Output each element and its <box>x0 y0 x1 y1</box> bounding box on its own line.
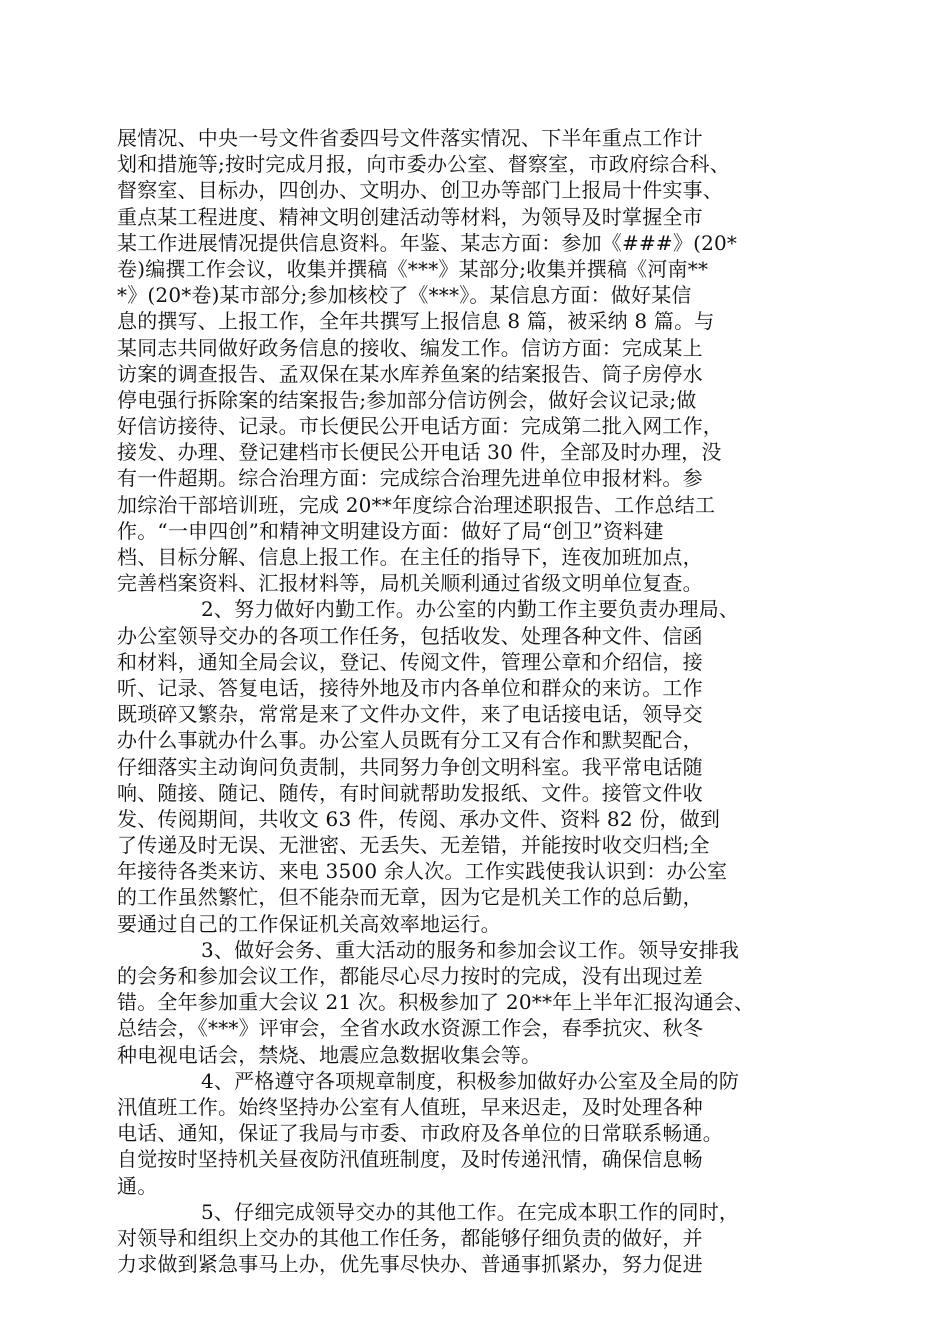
text-line: 仔细落实主动询问负责制，共同努力争创文明科室。我平常电话随 <box>117 754 703 779</box>
text-line: 完善档案资料、汇报材料等，局机关顺利通过省级文明单位复查。 <box>117 571 703 596</box>
text-line: 办什么事就办什么事。办公室人员既有分工又有合作和默契配合， <box>117 728 703 753</box>
text-line: 卷)编撰工作会议，收集并撰稿《***》某部分;收集并撰稿《河南** <box>117 256 709 281</box>
paragraph-first-line: 4、严格遵守各项规章制度，积极参加做好办公室及全局的防 <box>201 1068 740 1093</box>
paragraph-first-line: 5、仔细完成领导交办的其他工作。在完成本职工作的同时， <box>201 1199 740 1224</box>
text-line: 有一件超期。综合治理方面：完成综合治理先进单位申报材料。参 <box>117 466 703 491</box>
text-line: 划和措施等;按时完成月报，向市委办公室、督察室，市政府综合科、 <box>117 152 730 177</box>
text-line: 和材料，通知全局会议，登记、传阅文件，管理公章和介绍信，接 <box>117 649 703 674</box>
text-line: 电话、通知，保证了我局与市委、市政府及各单位的日常联系畅通。 <box>117 1121 723 1146</box>
text-line: 要通过自己的工作保证机关高效率地运行。 <box>117 911 501 936</box>
text-line: 响、随接、随记、随传，有时间就帮助发报纸、文件。接管文件收 <box>117 780 703 805</box>
text-line: 的会务和参加会议工作，都能尽心尽力按时的完成，没有出现过差 <box>117 964 703 988</box>
text-line: 错。全年参加重大会议 21 次。积极参加了 20**年上半年汇报沟通会、 <box>117 990 755 1015</box>
text-line: 力求做到紧急事马上办，优先事尽快办、普通事抓紧办，努力促进 <box>117 1252 703 1277</box>
text-line: 听、记录、答复电话，接待外地及市内各单位和群众的来访。工作 <box>117 675 703 700</box>
paragraph-first-line: 2、努力做好内勤工作。办公室的内勤工作主要负责办理局、 <box>201 597 740 622</box>
text-line: 督察室、目标办，四创办、文明办、创卫办等部门上报局十件实事、 <box>117 178 723 203</box>
text-line: 自觉按时坚持机关昼夜防汛值班制度，及时传递汛情，确保信息畅 <box>117 1147 703 1172</box>
text-line: 某同志共同做好政务信息的接收、编发工作。信访方面：完成某上 <box>117 335 703 360</box>
text-line: 加综治干部培训班，完成 20**年度综合治理述职报告、工作总结工 <box>117 492 716 517</box>
text-line: 展情况、中央一号文件省委四号文件落实情况、下半年重点工作计 <box>117 126 703 150</box>
text-line: 息的撰写、上报工作，全年共撰写上报信息 8 篇，被采纳 8 篇。与 <box>117 309 715 334</box>
text-line: 总结会，《***》评审会，全省水政水资源工作会，春季抗灾、秋冬 <box>117 1016 704 1041</box>
text-line: 汛值班工作。始终坚持办公室有人值班，早来迟走，及时处理各种 <box>117 1094 703 1119</box>
text-line: 的工作虽然繁忙，但不能杂而无章，因为它是机关工作的总后勤， <box>117 885 703 910</box>
text-line: 访案的调查报告、孟双保在某水库养鱼案的结案报告、筒子房停水 <box>117 361 703 386</box>
text-line: 好信访接待、记录。市长便民公开电话方面：完成第二批入网工作， <box>117 414 723 439</box>
text-line: 重点某工程进度、精神文明创建活动等材料，为领导及时掌握全市 <box>117 204 703 229</box>
text-line: 种电视电话会，禁烧、地震应急数据收集会等。 <box>117 1042 542 1067</box>
text-line: 接发、办理、登记建档市长便民公开电话 30 件，全部及时办理，没 <box>117 440 722 465</box>
text-line: 办公室领导交办的各项工作任务，包括收发、处理各种文件、信函 <box>117 623 703 648</box>
text-line: 年接待各类来访、来电 3500 余人次。工作实践使我认识到：办公室 <box>117 859 728 884</box>
text-line: 停电强行拆除案的结案报告;参加部分信访例会，做好会议记录;做 <box>117 387 697 412</box>
paragraph-first-line: 3、做好会务、重大活动的服务和参加会议工作。领导安排我 <box>201 937 740 962</box>
text-line: 既琐碎又繁杂，常常是来了文件办文件，来了电话接电话，领导交 <box>117 702 703 727</box>
text-line: 通。 <box>117 1173 158 1198</box>
text-line: *》(20*卷)某市部分;参加核校了《***》。某信息方面：做好某信 <box>117 283 692 308</box>
text-line: 对领导和组织上交办的其他工作任务，都能够仔细负责的做好，并 <box>117 1225 703 1250</box>
text-line: 某工作进展情况提供信息资料。年鉴、某志方面：参加《###》(20* <box>117 230 738 255</box>
document-body <box>117 125 833 1277</box>
text-line: 档、目标分解、信息上报工作。在主任的指导下，连夜加班加点， <box>117 545 703 569</box>
text-line: 发、传阅期间，共收文 63 件，传阅、承办文件、资料 82 份，做到 <box>117 806 721 831</box>
text-line: 作。“一申四创”和精神文明建设方面：做好了局“创卫”资料建 <box>117 518 664 543</box>
text-line: 了传递及时无误、无泄密、无丢失、无差错，并能按时收交归档;全 <box>117 833 710 858</box>
